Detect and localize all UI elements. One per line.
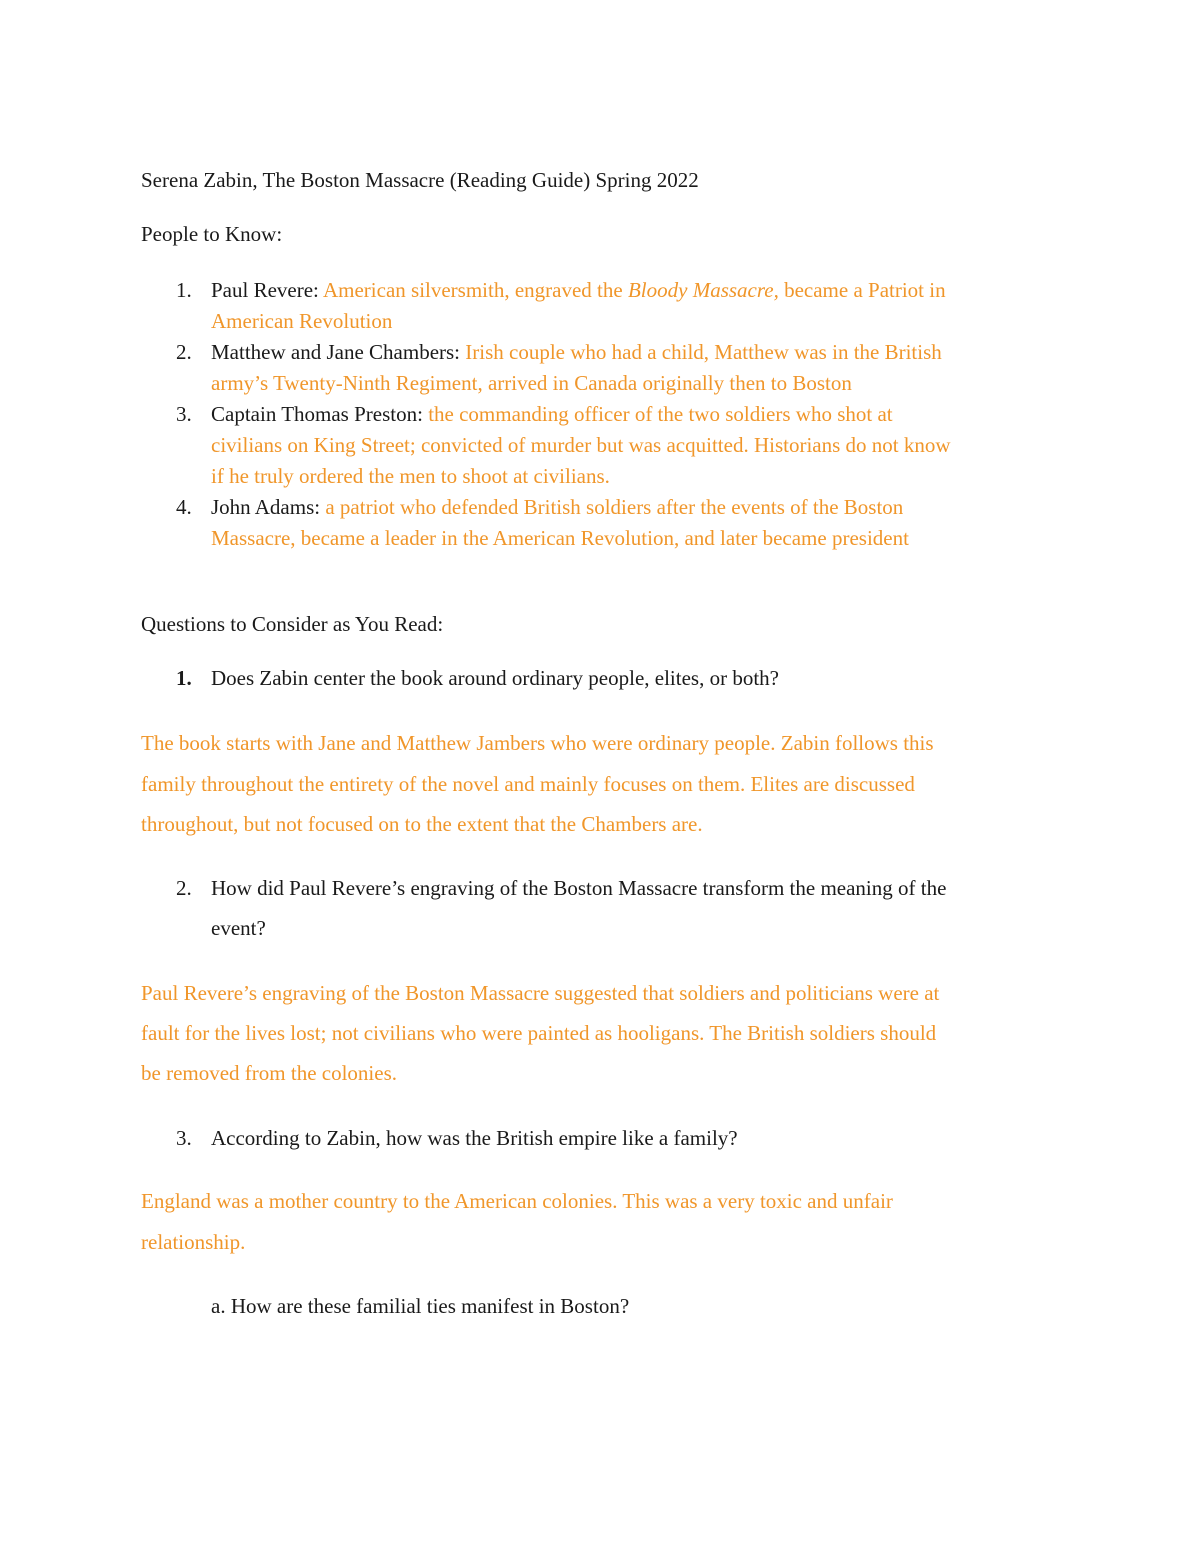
answer-text: family throughout the entirety of the novel and mainly focuses on them. Elites are discussed — [141, 772, 915, 796]
person-description-cont: if he truly ordered the men to shoot at civilians. — [211, 464, 610, 488]
questions-heading: Questions to Consider as You Read: — [141, 612, 444, 636]
sub-question: a. How are these familial ties manifest in Boston? — [211, 1294, 630, 1318]
person-description: Irish couple who had a child, Matthew was in the British — [465, 340, 942, 364]
list-item — [211, 278, 946, 302]
question-text: How did Paul Revere’s engraving of the Boston Massacre transform the meaning of the — [211, 876, 947, 900]
list-item — [211, 495, 903, 519]
question-text: According to Zabin, how was the British empire like a family? — [211, 1126, 738, 1150]
question-text: Does Zabin center the book around ordinary people, elites, or both? — [211, 666, 779, 690]
answer-text: relationship. — [141, 1230, 246, 1254]
list-item — [211, 402, 893, 426]
list-number: 1. — [176, 278, 192, 302]
person-name: Matthew and Jane Chambers: — [211, 340, 461, 364]
answer-text: The book starts with Jane and Matthew Jambers who were ordinary people. Zabin follows this — [141, 731, 934, 755]
person-description-cont: Massacre, became a leader in the American Revolution, and later became president — [211, 526, 909, 550]
question-text-cont: event? — [211, 916, 266, 940]
answer-text: Paul Revere’s engraving of the Boston Massacre suggested that soldiers and politicians were at — [141, 981, 940, 1005]
list-item — [211, 340, 942, 364]
artwork-title: Bloody Massacre, — [627, 278, 779, 302]
list-number: 2. — [176, 340, 192, 364]
person-description-cont: civilians on King Street; convicted of murder but was acquitted. Historians do not know — [211, 433, 951, 457]
person-description: the commanding officer of the two soldiers who shot at — [428, 402, 893, 426]
answer-text: fault for the lives lost; not civilians who were painted as hooligans. The British soldiers should — [141, 1021, 937, 1045]
answer-text: throughout, but not focused on to the extent that the Chambers are. — [141, 812, 703, 836]
person-description-cont: American Revolution — [211, 309, 393, 333]
question-number: 3. — [176, 1126, 192, 1150]
list-number: 4. — [176, 495, 192, 519]
people-heading: People to Know: — [141, 222, 283, 246]
answer-text: England was a mother country to the American colonies. This was a very toxic and unfair — [141, 1189, 893, 1213]
question-number: 2. — [176, 876, 192, 900]
person-description: American silversmith, engraved the Bloody Massacre, became a Patriot in — [322, 278, 946, 302]
answer-text: be removed from the colonies. — [141, 1061, 397, 1085]
document-title: Serena Zabin, The Boston Massacre (Reading Guide) Spring 2022 — [141, 168, 699, 192]
person-description-cont: army’s Twenty-Ninth Regiment, arrived in Canada originally then to Boston — [211, 371, 852, 395]
question-number: 1. — [176, 666, 192, 690]
person-name: Captain Thomas Preston: — [211, 402, 423, 426]
person-name: Paul Revere: — [211, 278, 319, 302]
list-number: 3. — [176, 402, 192, 426]
person-description: a patriot who defended British soldiers after the events of the Boston — [325, 495, 904, 519]
person-name: John Adams: — [211, 495, 321, 519]
